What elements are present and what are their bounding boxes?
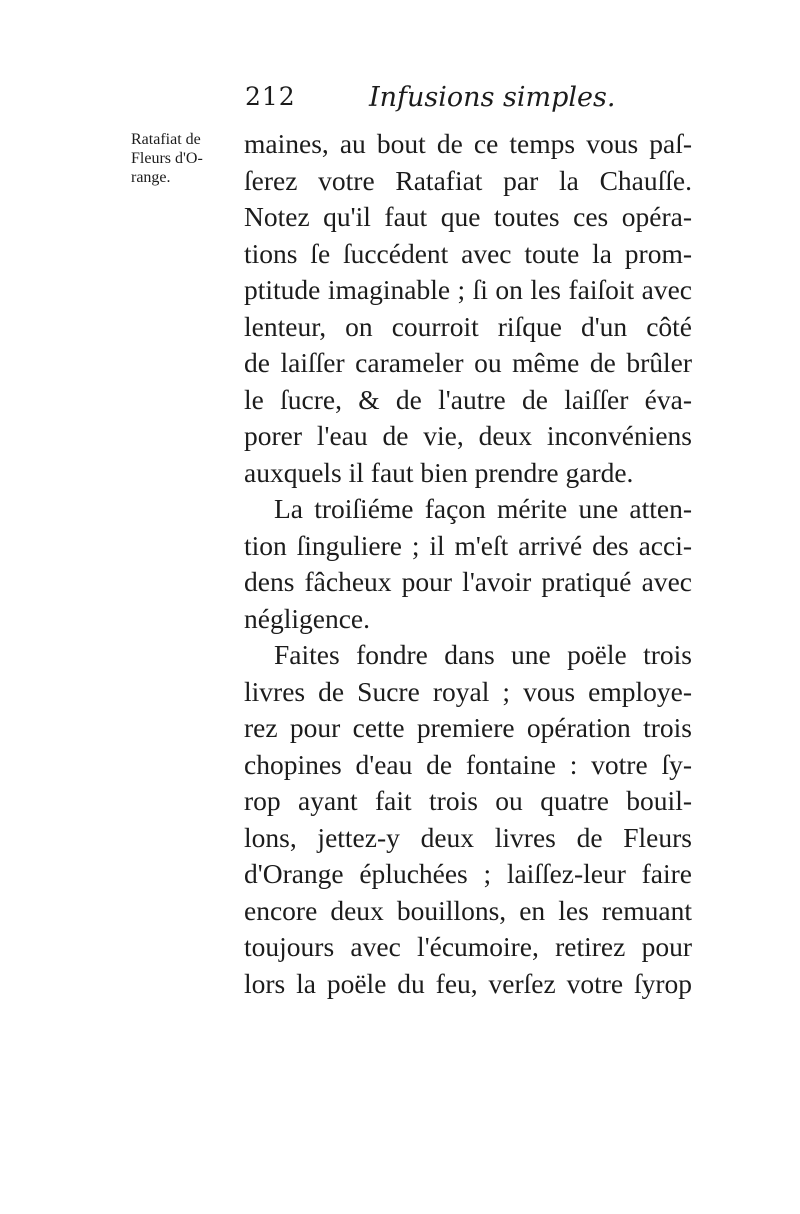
running-head: Infusions simples.	[369, 82, 616, 113]
text-line: lenteur, on courroit riſque d'un côté	[244, 310, 692, 342]
text-line: livres de Sucre royal ; vous employe-	[244, 675, 692, 707]
text-line: lons, jettez-y deux livres de Fleurs	[244, 821, 692, 853]
margin-note-line: Ratafiat de	[131, 131, 201, 148]
text-line: lors la poële du feu, verſez votre ſyrop	[244, 967, 692, 999]
margin-note	[131, 130, 237, 187]
text-line: rez pour cette premiere opération trois	[244, 712, 692, 743]
text-line: rop ayant fait trois ou quatre bouil-	[244, 785, 692, 816]
text-line: Faites fondre dans une poële trois	[274, 639, 692, 670]
text-line: le ſucre, & de l'autre de laiſſer éva-	[244, 383, 692, 415]
text-line: tions ſe ſuccédent avec toute la prom-	[244, 237, 692, 269]
page-number: 212	[245, 82, 296, 111]
text-line: encore deux bouillons, en les remuant	[244, 894, 692, 926]
text-line: toujours avec l'écumoire, retirez pour	[244, 931, 692, 962]
page-header	[245, 82, 675, 122]
margin-note-line: Fleurs d'O-	[131, 150, 203, 167]
text-line: d'Orange épluchées ; laiſſez-leur faire	[244, 858, 692, 889]
text-line: La troiſiéme façon mérite une atten-	[274, 493, 692, 524]
text-line: de laiſſer carameler ou même de brûler	[244, 347, 692, 378]
text-line: négligence.	[244, 602, 370, 634]
text-line: auxquels il faut bien prendre garde.	[244, 456, 634, 488]
margin-note-line: range.	[131, 169, 171, 186]
text-line: tion ſinguliere ; il m'eſt arrivé des acci-	[244, 529, 692, 561]
text-line: Notez qu'il faut que toutes ces opéra-	[244, 201, 692, 232]
body-text	[244, 126, 692, 1002]
text-line: ſerez votre Ratafiat par la Chauſſe.	[244, 164, 692, 196]
text-line: chopines d'eau de fontaine : votre ſy-	[244, 748, 692, 780]
text-line: maines, au bout de ce temps vous paſ-	[244, 128, 692, 159]
text-line: ptitude imaginable ; ſi on les faiſoit avec	[244, 274, 692, 305]
text-line: porer l'eau de vie, deux inconvéniens	[244, 420, 692, 451]
text-line: dens fâcheux pour l'avoir pratiqué avec	[244, 566, 692, 597]
